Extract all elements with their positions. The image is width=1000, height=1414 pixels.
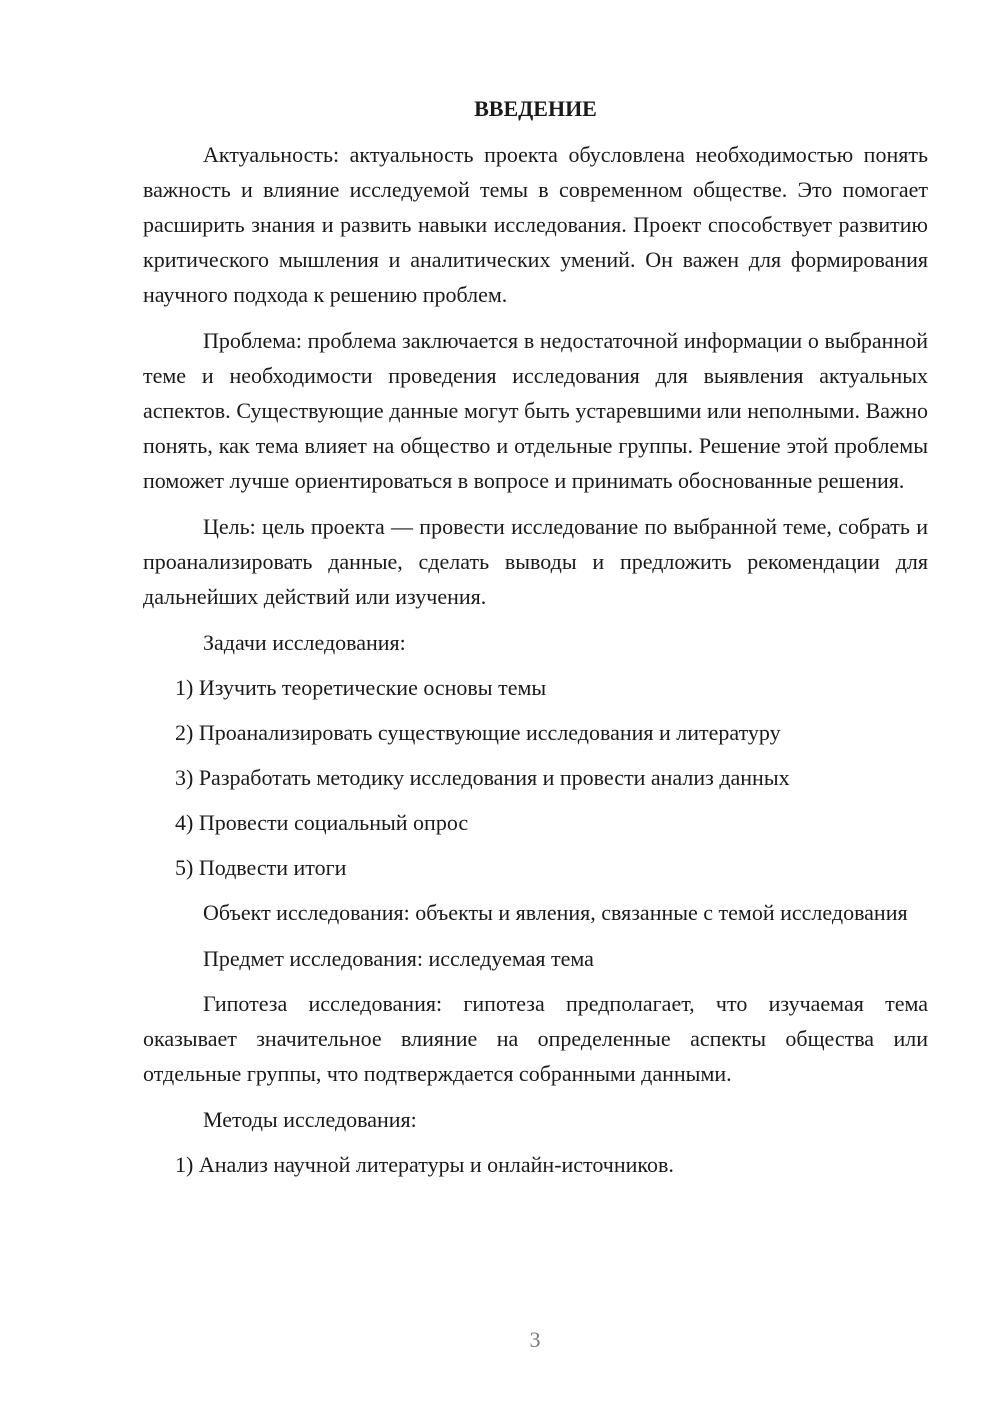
page-number: 3 [529, 1327, 541, 1352]
methods-heading: Методы исследования: [203, 1107, 417, 1132]
subject-line: Предмет исследования: исследуемая тема [203, 946, 594, 971]
hypothesis-paragraph: Гипотеза исследования: гипотеза предполагает, что изучаемая тема оказывает значительное влияние на определенные аспекты общества или отдельные группы, что подтверждается собранными данными. [143, 991, 928, 1086]
task-item: 5) Подвести итоги [175, 855, 347, 880]
problem-paragraph: Проблема: проблема заключается в недостаточной информации о выбранной теме и необходимости проведения исследования для выявления актуальных аспектов. Существующие данные могут быть устаревшими или неполными. Важно понять, как тема влияет на общество и отдельные группы. Решение этой проблемы поможет лучше ориентироваться в вопросе и принимать обоснованные решения. [143, 328, 928, 493]
object-paragraph: Объект исследования: объекты и явления, связанные с темой исследования [203, 900, 908, 925]
tasks-heading: Задачи исследования: [203, 630, 406, 655]
goal-paragraph: Цель: цель проекта — провести исследование по выбранной теме, собрать и проанализировать данные, сделать выводы и предложить рекомендации для дальнейших действий или изучения. [143, 514, 928, 609]
document-page [143, 94, 928, 1192]
relevance-paragraph: Актуальность: актуальность проекта обусловлена необходимостью понять важность и влияние исследуемой темы в современном обществе. Это помогает расширить знания и развить навыки исследования. Проект способствует развитию критического мышления и аналитических умений. Он важен для формирования научного подхода к решению проблем. [143, 142, 928, 307]
task-item: 2) Проанализировать существующие исследования и литературу [175, 720, 781, 745]
task-item: 1) Изучить теоретические основы темы [175, 675, 547, 700]
document-title: ВВЕДЕНИЕ [474, 96, 597, 121]
task-item: 3) Разработать методику исследования и провести анализ данных [175, 765, 790, 790]
task-item: 4) Провести социальный опрос [175, 810, 469, 835]
method-item: 1) Анализ научной литературы и онлайн-источников. [175, 1152, 674, 1177]
